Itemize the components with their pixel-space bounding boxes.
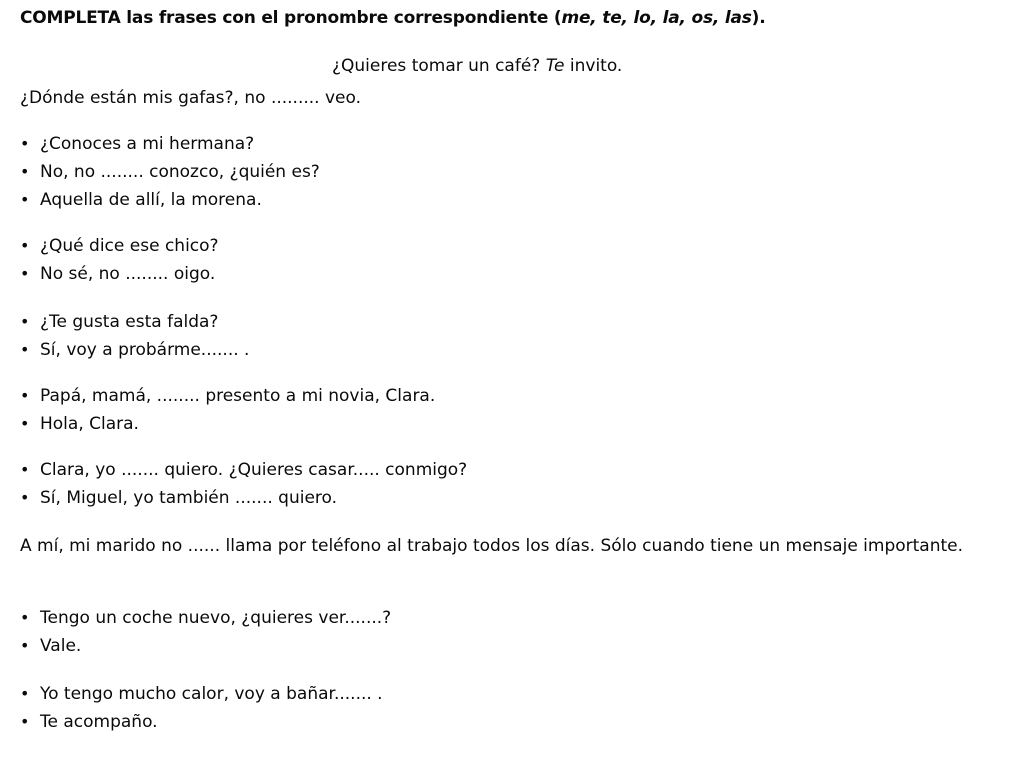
- dialogue-line-text: Sí, Miguel, yo también ....... quiero.: [40, 488, 338, 508]
- dialogue-line-text: ¿Conoces a mi hermana?: [40, 134, 255, 154]
- dialogue-1-line-3: [20, 190, 262, 210]
- dialogue-line-text: Te acompaño.: [40, 712, 158, 732]
- example-before: ¿Quieres tomar un café?: [332, 56, 546, 76]
- dialogue-2-line-1: [20, 236, 219, 256]
- dialogue-line-text: Tengo un coche nuevo, ¿quieres ver.......?: [40, 608, 392, 628]
- dialogue-line-text: ¿Qué dice ese chico?: [40, 236, 219, 256]
- dialogue-4-line-2: [20, 414, 139, 434]
- dialogue-6-line-2: [20, 636, 81, 656]
- title-pronouns: me, te, lo, la, os, las: [561, 8, 752, 28]
- bullet-icon: •: [20, 190, 30, 209]
- paragraph-sentence: A mí, mi marido no ...... llama por teléfono al trabajo todos los días. Sólo cuando tiene un mensaje importante.: [20, 536, 964, 556]
- bullet-icon: •: [20, 712, 30, 731]
- title-prefix: COMPLETA las frases con el pronombre correspondiente (: [20, 8, 562, 28]
- bullet-icon: •: [20, 236, 30, 255]
- dialogue-7-line-1: [20, 684, 383, 704]
- dialogue-7-line-2: [20, 712, 158, 732]
- bullet-icon: •: [20, 386, 30, 405]
- dialogue-5-line-1: [20, 460, 467, 480]
- dialogue-6-line-1: [20, 608, 391, 628]
- bullet-icon: •: [20, 608, 30, 627]
- exercise-title: [20, 8, 765, 28]
- dialogue-line-text: Sí, voy a probárme....... .: [40, 340, 250, 360]
- title-suffix: ).: [751, 8, 766, 28]
- bullet-icon: •: [20, 460, 30, 479]
- dialogue-line-text: Yo tengo mucho calor, voy a bañar....... .: [40, 684, 383, 704]
- bullet-icon: •: [20, 488, 30, 507]
- dialogue-line-text: Vale.: [40, 636, 82, 656]
- bullet-icon: •: [20, 414, 30, 433]
- dialogue-line-text: No, no ........ conozco, ¿quién es?: [40, 162, 320, 182]
- dialogue-2-line-2: [20, 264, 215, 284]
- dialogue-line-text: Aquella de allí, la morena.: [40, 190, 262, 210]
- bullet-icon: •: [20, 162, 30, 181]
- dialogue-line-text: Papá, mamá, ........ presento a mi novia, Clara.: [40, 386, 436, 406]
- dialogue-1-line-1: [20, 134, 254, 154]
- bullet-icon: •: [20, 312, 30, 331]
- dialogue-3-line-2: [20, 340, 249, 360]
- sentence-1: ¿Dónde están mis gafas?, no ......... veo.: [20, 88, 362, 108]
- dialogue-1-line-2: [20, 162, 320, 182]
- bullet-icon: •: [20, 134, 30, 153]
- example-answer: Te: [545, 56, 565, 76]
- dialogue-line-text: No sé, no ........ oigo.: [40, 264, 216, 284]
- dialogue-4-line-1: [20, 386, 435, 406]
- example-after: invito.: [564, 56, 623, 76]
- bullet-icon: •: [20, 636, 30, 655]
- bullet-icon: •: [20, 340, 30, 359]
- dialogue-line-text: Clara, yo ....... quiero. ¿Quieres casar..... conmigo?: [40, 460, 468, 480]
- bullet-icon: •: [20, 684, 30, 703]
- dialogue-3-line-1: [20, 312, 218, 332]
- dialogue-5-line-2: [20, 488, 337, 508]
- dialogue-line-text: Hola, Clara.: [40, 414, 139, 434]
- bullet-icon: •: [20, 264, 30, 283]
- dialogue-line-text: ¿Te gusta esta falda?: [40, 312, 219, 332]
- example-sentence: [332, 56, 622, 76]
